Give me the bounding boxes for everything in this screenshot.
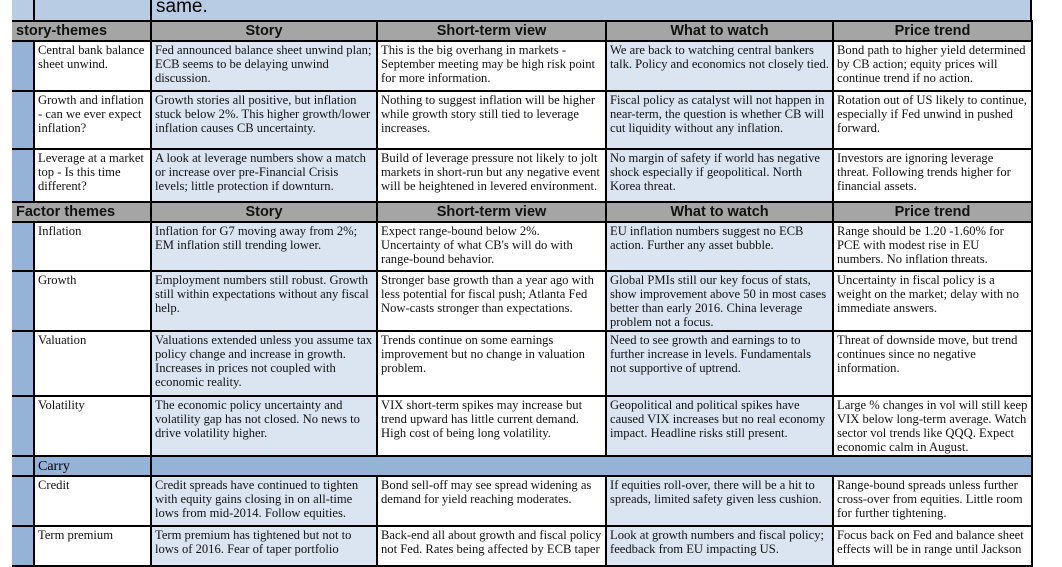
column-header: Story [150,203,376,221]
column-header: Short-term view [376,203,605,221]
price-cell: Threat of downside move, but trend continues since no negative information. [832,332,1033,395]
price-cell: Uncertainty in fiscal policy is a weight on the market; delay with no immediate answers. [832,272,1033,330]
price-cell: Rotation out of US likely to continue, especially if Fed unwind in pushed forward. [832,92,1033,148]
price-cell: Bond path to higher yield determined by CB action; equity prices will continue trend if no action. [832,42,1033,90]
table-row [12,223,1033,272]
label-cell: Valuation [33,332,150,395]
top-row-text: same. [150,0,1032,20]
label-cell: Term premium [33,527,150,565]
short-term-cell: Expect range-bound below 2%. Uncertainty of what CB's will do with range-bound behavior. [376,223,605,270]
watch-cell: Geopolitical and political spikes have caused VIX increases but no real economy impact. Headline risks still present. [605,397,832,455]
watch-cell: EU inflation numbers suggest no ECB action. Further any asset bubble. [605,223,832,270]
section-header [12,457,1033,477]
table-row [12,397,1033,457]
column-header: Short-term view [376,22,605,40]
short-term-cell: Nothing to suggest inflation will be higher while growth story still tied to leverage increases. [376,92,605,148]
price-cell: Focus back on Fed and balance sheet effects will be in range until Jackson [832,527,1033,565]
label-cell: Inflation [33,223,150,270]
watch-cell: Look at growth numbers and fiscal policy; feedback from EU impacting US. [605,527,832,565]
table-row [12,42,1033,92]
story-cell: Credit spreads have continued to tighten with equity gains closing in on all-time lows from mid-2014. Follow equities. [150,477,376,525]
price-cell: Range should be 1.20 -1.60% for PCE with modest rise in EU numbers. No inflation threats. [832,223,1033,270]
table-row [12,332,1033,397]
story-cell: Term premium has tightened but not to lows of 2016. Fear of taper portfolio [150,527,376,565]
price-cell: Range-bound spreads unless further cross-over from equities. Little room for further tightening. [832,477,1033,525]
top-row [12,0,1033,22]
short-term-cell: Trends continue on some earnings improvement but no change in valuation problem. [376,332,605,395]
price-cell: Large % changes in vol will still keep VIX below long-term average. Watch sector vol trends like QQQ. Expect economic calm in August. [832,397,1033,455]
strip [12,332,33,395]
strip [12,477,33,525]
watch-cell: If equities roll-over, there will be a hit to spreads, limited safety given less cushion. [605,477,832,525]
section-title: Factor themes [12,203,150,221]
story-cell: Employment numbers still robust. Growth still within expectations without any fiscal help. [150,272,376,330]
strip [12,397,33,455]
market-themes-table [12,0,1033,567]
story-cell: Valuations extended unless you assume tax policy change and increase in growth. Increases in prices not coupled with economic reality. [150,332,376,395]
label-cell: Central bank balance sheet unwind. [33,42,150,90]
story-cell: A look at leverage numbers show a match or increase over pre-Financial Crisis levels; little protection if downturn. [150,150,376,201]
section-fill [150,457,1033,475]
label-cell: Leverage at a market top - Is this time different? [33,150,150,201]
column-header: What to watch [605,22,832,40]
strip [12,0,33,20]
strip [12,42,33,90]
story-cell: Inflation for G7 moving away from 2%; EM inflation still trending lower. [150,223,376,270]
table-row [12,527,1033,567]
short-term-cell: This is the big overhang in markets - September meeting may be high risk point for more information. [376,42,605,90]
section-header [12,203,1033,223]
strip [12,223,33,270]
story-cell: Fed announced balance sheet unwind plan; ECB seems to be delaying unwind discussion. [150,42,376,90]
column-header: What to watch [605,203,832,221]
table-row [12,150,1033,203]
short-term-cell: VIX short-term spikes may increase but trend upward has little current demand. High cost of being long volatility. [376,397,605,455]
strip [12,150,33,201]
column-header: Story [150,22,376,40]
short-term-cell: Build of leverage pressure not likely to jolt markets in short-run but any negative event will be heightened in levered environment. [376,150,605,201]
label-cell: Growth and inflation - can we ever expect inflation? [33,92,150,148]
label-cell [33,0,150,20]
strip [12,527,33,565]
watch-cell: We are back to watching central bankers talk. Policy and economics not closely tied. [605,42,832,90]
section-title: Carry [33,457,150,475]
price-cell: Investors are ignoring leverage threat. Following trends higher for financial assets. [832,150,1033,201]
short-term-cell: Back-end all about growth and fiscal policy not Fed. Rates being affected by ECB taper [376,527,605,565]
story-cell: The economic policy uncertainty and volatility gap has not closed. No news to drive volatility higher. [150,397,376,455]
label-cell: Volatility [33,397,150,455]
strip [12,272,33,330]
watch-cell: Fiscal policy as catalyst will not happen in near-term, the question is whether CB will cut liquidity without any inflation. [605,92,832,148]
story-cell: Growth stories all positive, but inflation stuck below 2%. This higher growth/lower inflation causes CB uncertainty. [150,92,376,148]
strip [12,92,33,148]
section-header [12,22,1033,42]
watch-cell: Global PMIs still our key focus of stats, show improvement above 50 in most cases better than early 2016. China leverage problem not a focus. [605,272,832,330]
watch-cell: Need to see growth and earnings to to further increase in levels. Fundamentals not supportive of uptrend. [605,332,832,395]
column-header: Price trend [832,203,1033,221]
section-title: story-themes [12,22,150,40]
short-term-cell: Bond sell-off may see spread widening as demand for yield reaching moderates. [376,477,605,525]
table-row [12,477,1033,527]
short-term-cell: Stronger base growth than a year ago with less potential for fiscal push; Atlanta Fed Now-casts stronger than expectations. [376,272,605,330]
table-row [12,272,1033,332]
table-row [12,92,1033,150]
column-header: Price trend [832,22,1033,40]
label-cell: Growth [33,272,150,330]
label-cell: Credit [33,477,150,525]
watch-cell: No margin of safety if world has negative shock especially if geopolitical. North Korea threat. [605,150,832,201]
strip [12,457,33,475]
